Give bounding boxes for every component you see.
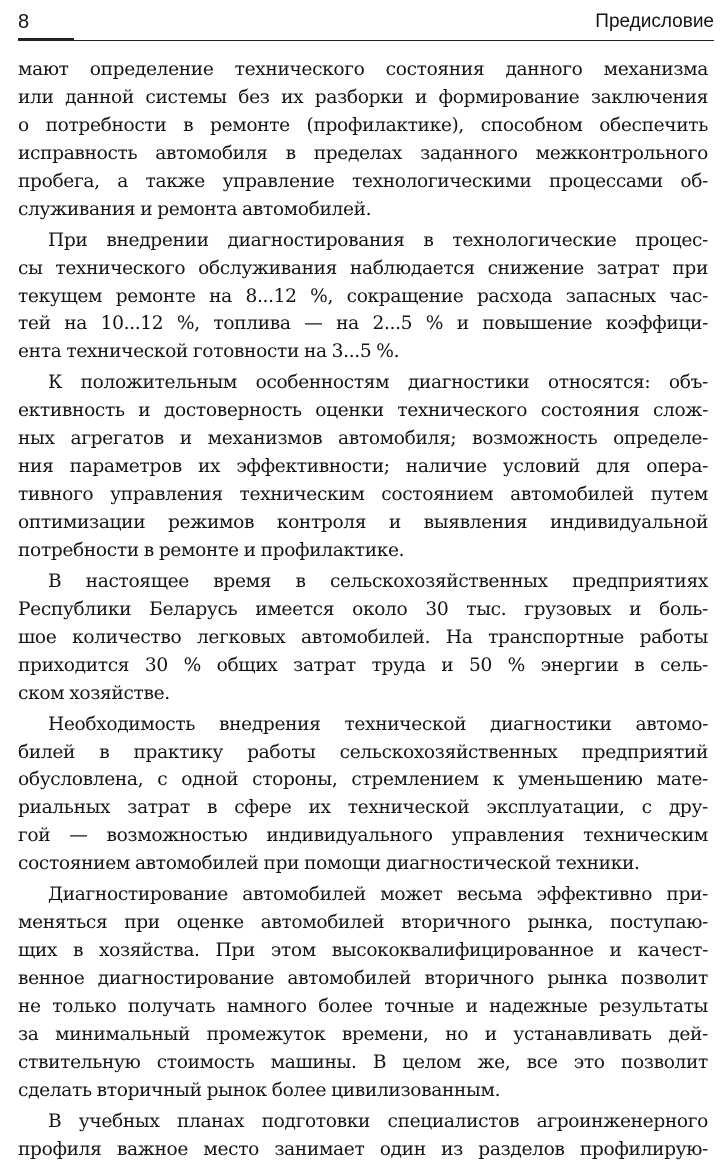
text-line: При внедрении диагностирования в технологические процес-: [48, 229, 708, 251]
text-line: мают определение технического состояния данного механизма: [18, 59, 708, 80]
text-line: ском хозяйстве.: [18, 682, 170, 704]
text-line: или данной системы без их разборки и формирование заключения: [18, 86, 708, 108]
text-line: служивания и ремонта автомобилей.: [18, 198, 372, 220]
text-line: риальных затрат в сфере их технической эксплуатации, с дру-: [18, 797, 708, 819]
paragraph-3: [18, 369, 708, 565]
text-line: билей в практику работы сельскохозяйственных предприятий: [18, 741, 708, 763]
text-line: пробега, а также управление технологическими процессами об-: [18, 170, 708, 192]
text-line: ных агрегатов и механизмов автомобиля; возможность определе-: [18, 428, 708, 450]
paragraph-4: [18, 568, 708, 708]
paragraph-7: [18, 1108, 708, 1164]
text-line: В учебных планах подготовки специалистов агроинженерного: [48, 1110, 708, 1132]
text-line: сы технического обслуживания наблюдается снижение затрат при: [18, 257, 708, 279]
text-line: потребности в ремонте и профилактике.: [18, 539, 405, 561]
page-number: 8: [18, 11, 30, 33]
paragraph-1: [18, 56, 708, 224]
paragraph-5: [18, 711, 708, 879]
text-line: Республики Беларусь имеется около 30 тыс. грузовых и боль-: [18, 598, 708, 620]
running-header: [18, 10, 714, 36]
header-rule: [18, 40, 714, 41]
text-line: за минимальный промежуток времени, но и устанавливать дей-: [18, 1023, 708, 1045]
paragraph-2: [18, 227, 708, 367]
text-line: профиля важное место занимает один из разделов профилирую-: [18, 1138, 708, 1160]
text-line: обусловлена, с одной стороны, стремлением к уменьшению мате-: [18, 769, 708, 791]
text-line: сделать вторичный рынок более цивилизованным.: [18, 1079, 501, 1101]
header-rule-accent: [18, 38, 74, 41]
text-line: В настоящее время в сельскохозяйственных предприятиях: [48, 570, 708, 592]
text-line: оптимизации режимов контроля и выявления индивидуальной: [18, 512, 708, 533]
text-line: щих в хозяйства. При этом высококвалифицированное и качест-: [18, 940, 708, 962]
text-line: шое количество легковых автомобилей. На транспортные работы: [18, 626, 708, 648]
text-line: Необходимость внедрения технической диагностики автомо-: [48, 713, 708, 735]
text-line: не только получать намного более точные и надежные результаты: [18, 995, 708, 1017]
section-title: Предисловие: [595, 11, 714, 32]
text-line: ствительную стоимость машины. В целом же, все это позволит: [18, 1051, 708, 1073]
text-line: меняться при оценке автомобилей вторичного рынка, поступаю-: [18, 912, 708, 934]
text-line: ента технической готовности на 3...5 %.: [18, 341, 400, 363]
text-line: К положительным особенностям диагностики относятся: объ-: [48, 372, 708, 394]
body-text: [18, 56, 708, 1164]
text-line: состоянием автомобилей при помощи диагностической техники.: [18, 853, 640, 875]
text-line: текущем ремонте на 8...12 %, сокращение расхода запасных час-: [18, 285, 708, 307]
paragraph-6: [18, 881, 708, 1105]
text-line: тей на 10...12 %, топлива — на 2...5 % и повышение коэффици-: [18, 313, 708, 335]
text-line: венное диагностирование автомобилей вторичного рынка позволит: [18, 968, 708, 989]
text-line: гой — возможностью индивидуального управления техническим: [18, 825, 708, 847]
text-line: о потребности в ремонте (профилактике), способном обеспечить: [18, 114, 708, 136]
text-line: ективность и достоверность оценки технического состояния слож-: [18, 400, 708, 422]
text-line: исправность автомобиля в пределах заданного межконтрольного: [18, 142, 708, 164]
text-line: ния параметров их эффективности; наличие условий для опера-: [18, 456, 708, 478]
text-line: приходится 30 % общих затрат труда и 50 % энергии в сель-: [18, 654, 708, 676]
text-line: тивного управления техническим состоянием автомобилей путем: [18, 484, 708, 506]
text-line: Диагностирование автомобилей может весьма эффективно при-: [48, 884, 708, 906]
